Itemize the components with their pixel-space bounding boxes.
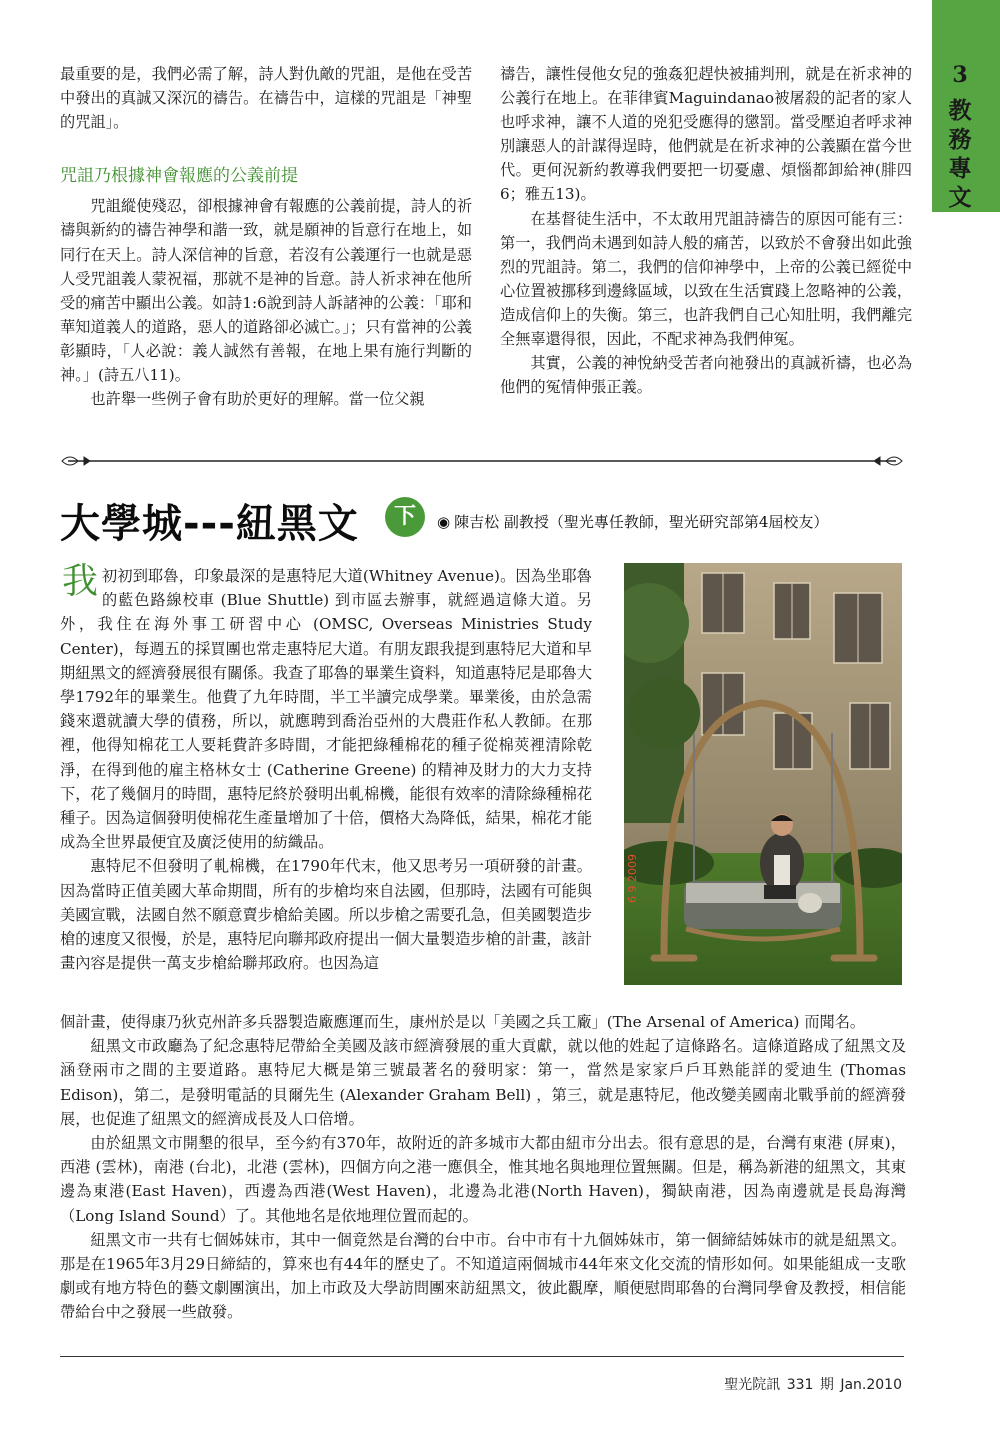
- byline-text: 陳吉松 副教授（聖光專任教師，聖光研究部第4屆校友）: [454, 513, 829, 531]
- paragraph-text: 初初到耶魯，印象最深的是惠特尼大道(Whitney Avenue)。因為坐耶魯的藍色路線校車 (Blue Shuttle) 到市區去辦事，就經過這條大道。另外，我住在海外事工研習中心 (OMSC, Overseas Ministries Study Center)，每週五的採買團也常走惠特尼大道。有朋友跟我提到惠特尼大道和早期紐黑文的經濟發展很有關係。我查了耶魯的畢業生資料，知道惠特尼是耶魯大學1792年的畢業生。他費了九年時間，半工半讀完成學業。畢業後，由於急需錢來還就讀大學的債務，所以，就應聘到喬治亞州的大農莊作私人教師。在那裡，他得知棉花工人要耗費許多時間，才能把綠種棉花的種子從棉莢裡清除乾淨，在得到他的雇主格林女士 (Catherine Greene) 的精神及財力的大力支持下，花了幾個月的時間，惠特尼終於發明出軋棉機，能很有效率的清除綠種棉花種子。因為這個發明使棉花生產量增加了十倍，價格大為降低，結果，棉花才能成為全世界最便宜及廣泛使用的紡織品。: [60, 567, 592, 852]
- section-label-char: 教: [948, 97, 972, 124]
- paragraph: 其實，公義的神悅納受苦者向祂發出的真誠祈禱，也必為他們的冤情伸張正義。: [500, 354, 912, 397]
- footer: [722, 1374, 902, 1394]
- ornament-divider: [60, 452, 904, 470]
- section-label-char: 務: [948, 126, 972, 153]
- footer-issue-number: 331: [786, 1377, 814, 1393]
- paragraph: 紐黑文市政廳為了紀念惠特尼帶給全美國及該市經濟發展的重大貢獻，就以他的姓起了這條路名。這條道路成了紐黑文及涵登兩市之間的主要道路。惠特尼大概是第三號最著名的發明家：第一，當然是家家戶戶耳熟能詳的愛迪生 (Thomas Edison)，第二，是發明電話的貝爾先生 (Alexander Graham Bell) ，第三，就是惠特尼，他改變美國南北戰爭前的經濟發展，也促進了紐黑文的經濟成長及人口倍增。: [60, 1037, 906, 1128]
- part-badge: 下: [385, 497, 425, 537]
- paragraph: [60, 561, 592, 854]
- footer-publication: 聖光院訊: [724, 1377, 781, 1393]
- right-column: [500, 62, 912, 399]
- paragraph: 咒詛縱使殘忍，卻根據神會有報應的公義前提，詩人的祈禱與新約的禱告神學和諧一致，就是願神的旨意行在地上，如同行在天上。詩人深信神的旨意，若沒有公義運行一也就是惡人受咒詛義人蒙祝福，那就不是神的旨意。詩人祈求神在他所受的痛苦中顯出公義。如詩1:6說到詩人訴諸神的公義：「耶和華知道義人的道路，惡人的道路卻必滅亡。」；只有當神的公義彰顯時，「人必說：義人誠然有善報，在地上果有施行判斷的神。」(詩五八11)。: [60, 197, 472, 385]
- paragraph: 禱告，讓性侵他女兒的強姦犯趕快被捕判刑，就是在祈求神的公義行在地上。在菲律賓Maguindanao被屠殺的記者的家人也呼求神，讓不人道的兇犯受應得的懲罰。當受壓迫者呼求神別讓惡人的計謀得逞時，他們就是在祈求神的公義顯在當今世代。更何況新約教導我們要把一切憂慮、煩惱都卸給神(腓四6；雅五13)。: [500, 65, 912, 204]
- section-label-char: 文: [948, 184, 972, 211]
- paragraph: 也許舉一些例子會有助於更好的理解。當一位父親: [90, 390, 425, 409]
- paragraph: 個計畫，使得康乃狄克州許多兵器製造廠應運而生，康州於是以「美國之兵工廠」(The Arsenal of America) 而聞名。: [60, 1013, 866, 1031]
- footer-divider: [60, 1356, 904, 1357]
- paragraph: 紐黑文市一共有七個姊妹市，其中一個竟然是台灣的台中市。台中市有十九個姊妹市，第一個締結姊妹市的就是紐黑文。那是在1965年3月29日締結的，算來也有44年的歷史了。不知道這兩個城市44年來文化交流的情形如何。如果能組成一支歌劇或有地方特色的藝文劇團演出，加上市政及大學訪問團來訪紐黑文，彼此觀摩，順便慰問耶魯的台灣同學會及教授，相信能帶給台中之發展一些啟發。: [60, 1230, 906, 1322]
- article-body-narrow: [60, 561, 592, 975]
- article-title: 大學城---紐黑文: [60, 501, 359, 547]
- left-column: [60, 62, 472, 411]
- section-subheading: 咒詛乃根據神會報應的公義前提: [60, 166, 298, 187]
- photo-date-stamp: 6 9 2009: [626, 854, 639, 903]
- byline-bullet-icon: ◉: [437, 513, 451, 531]
- section-label: [932, 96, 988, 212]
- campus-photo: [624, 563, 902, 985]
- byline: [437, 511, 828, 532]
- dropcap: 我: [62, 561, 99, 602]
- campus-photo-illustration: [624, 563, 902, 985]
- section-label-char: 專: [948, 155, 972, 182]
- footer-date: Jan.2010: [840, 1377, 902, 1393]
- page-number: 3: [952, 62, 968, 88]
- footer-issue-label: 期: [819, 1377, 834, 1393]
- paragraph: 惠特尼不但發明了軋棉機，在1790年代末，他又思考另一項研發的計畫。因為當時正值美國大革命期間，所有的步槍均來自法國，但那時，法國有可能與美國宣戰，法國自然不願意賣步槍給美國。所以步槍之需要孔急，但美國製造步槍的速度又很慢，於是，惠特尼向聯邦政府提出一個大量製造步槍的計畫，該計畫內容是提供一萬支步槍給聯邦政府。也因為這: [60, 857, 592, 973]
- article-body-wide: [60, 1010, 906, 1325]
- paragraph: 最重要的是，我們必需了解，詩人對仇敵的咒詛，是他在受苦中發出的真誠又深沉的禱告。在禱告中，這樣的咒詛是「神聖的咒詛」。: [60, 65, 472, 132]
- paragraph: 由於紐黑文市開墾的很早，至今約有370年，故附近的許多城市大都由紐市分出去。很有意思的是，台灣有東港 (屏東)，西港 (雲林)，南港 (台北)，北港 (雲林)，四個方向之港一應俱全，惟其地名與地理位置無關。但是，稱為新港的紐黑文，其東邊為東港(East Haven)，西邊為西港(West Haven)，北邊為北港(North Haven)，獨缺南港，因為南邊就是長島海灣（Long Island Sound）了。其他地名是依地理位置而起的。: [60, 1134, 906, 1225]
- paragraph: 在基督徒生活中，不太敢用咒詛詩禱告的原因可能有三：第一，我們尚未遇到如詩人般的痛苦，以致於不會發出如此強烈的咒詛詩。第二，我們的信仰神學中，上帝的公義已經從中心位置被挪移到邊緣區域，以致在生活實踐上忽略神的公義，造成信仰上的失衡。第三，也許我們自己心知肚明，我們離完全無辜還得很，因此，不配求神為我們伸冤。: [500, 209, 912, 349]
